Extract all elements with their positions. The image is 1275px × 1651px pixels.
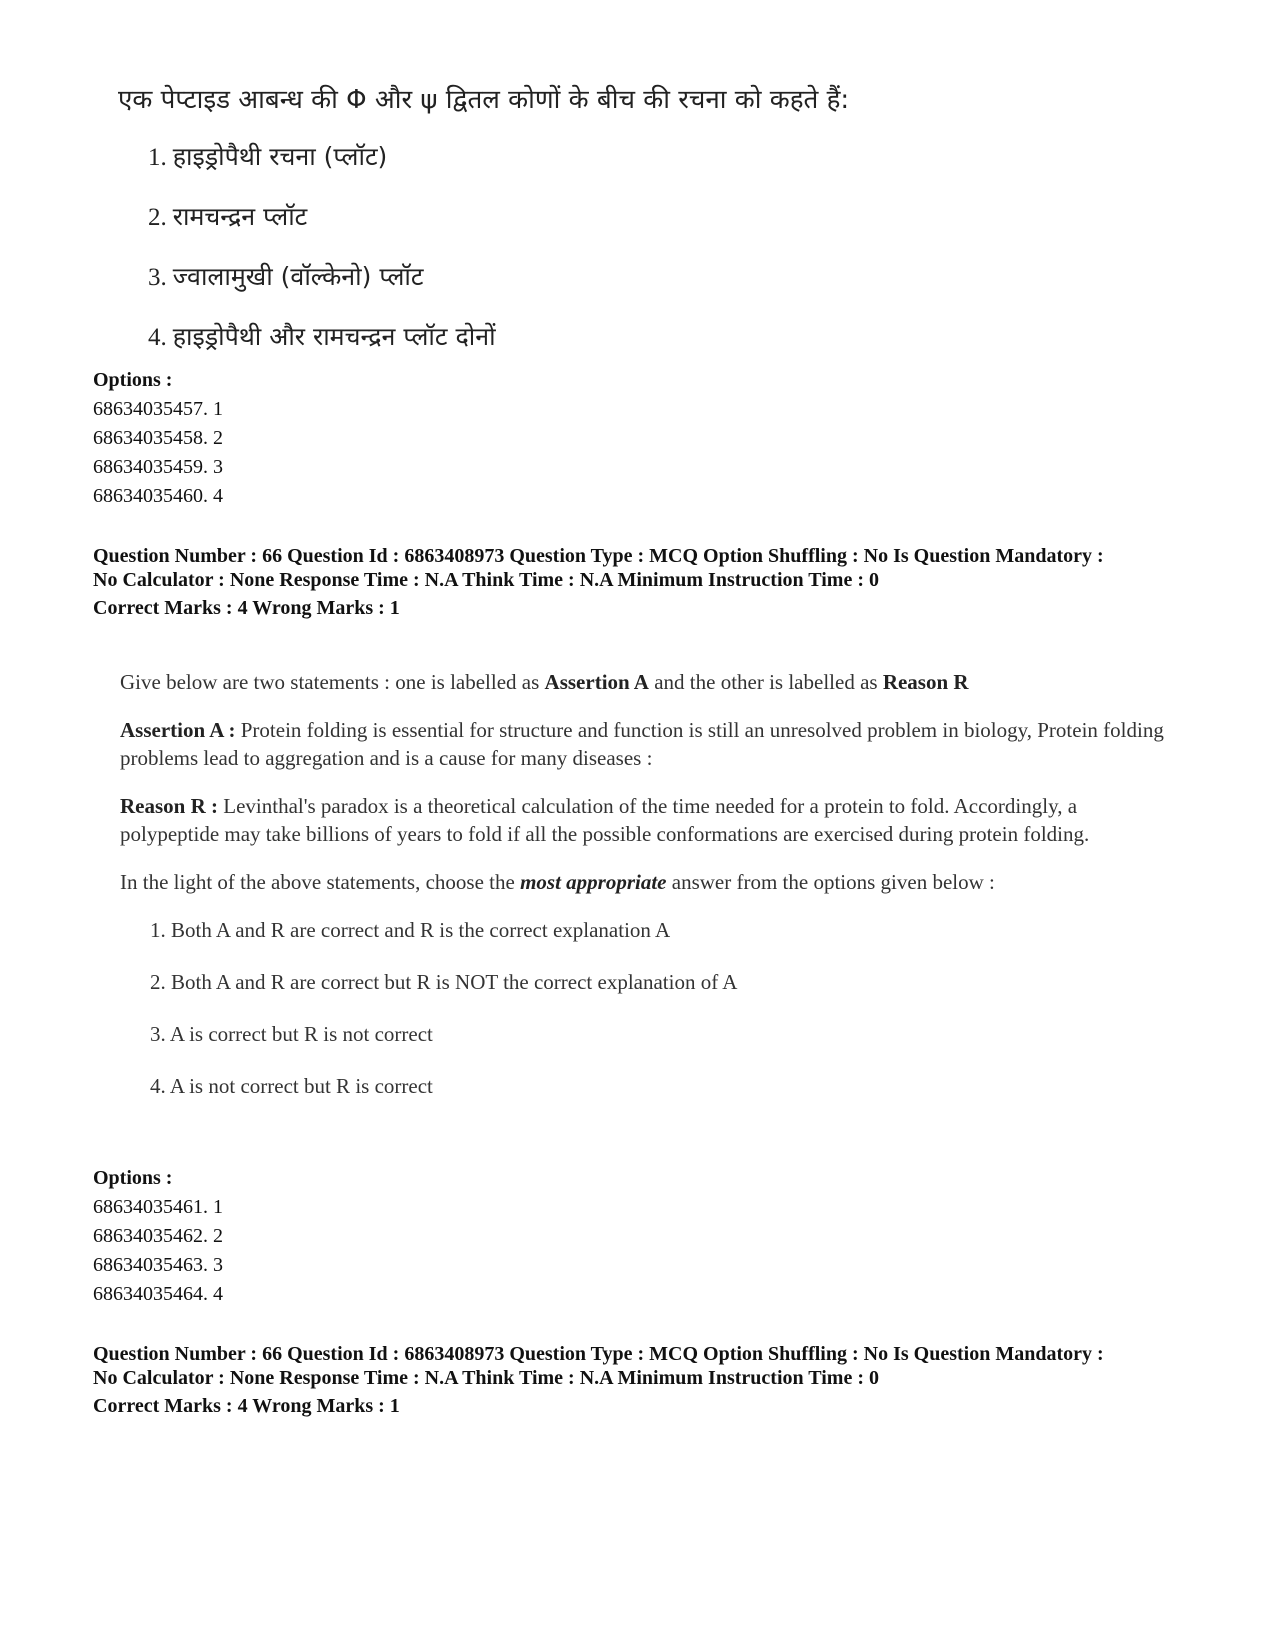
options-heading: Options : bbox=[93, 1167, 173, 1189]
intro-text: Give below are two statements : one is labelled as bbox=[120, 670, 545, 694]
meta-line: No Calculator : None Response Time : N.A Think Time : N.A Minimum Instruction Time : 0 bbox=[93, 1367, 879, 1389]
options-heading: Options : bbox=[93, 369, 173, 391]
meta-line: No Calculator : None Response Time : N.A Think Time : N.A Minimum Instruction Time : 0 bbox=[93, 569, 879, 591]
meta-line: Question Number : 66 Question Id : 6863408973 Question Type : MCQ Option Shuffling : No Is Question Mandatory : bbox=[93, 1343, 1104, 1365]
question-prompt bbox=[120, 868, 1170, 896]
option-id: 68634035460. 4 bbox=[93, 485, 223, 507]
option-id: 68634035459. 3 bbox=[93, 456, 223, 478]
question-choice-3: 3. A is correct but R is not correct bbox=[150, 1022, 433, 1046]
option-id: 68634035463. 3 bbox=[93, 1254, 223, 1276]
choice-text: हाइड्रोपैथी और रामचन्द्रन प्लॉट दोनों bbox=[172, 322, 496, 351]
assertion-term: Assertion A bbox=[544, 670, 649, 694]
prompt-emphasis: most appropriate bbox=[520, 870, 667, 894]
choice-text: ज्वालामुखी (वॉल्केनो) प्लॉट bbox=[172, 262, 424, 291]
question-intro bbox=[120, 668, 1170, 696]
option-id: 68634035462. 2 bbox=[93, 1225, 223, 1247]
marks-line: Correct Marks : 4 Wrong Marks : 1 bbox=[93, 1395, 400, 1417]
prompt-text: In the light of the above statements, choose the bbox=[120, 870, 521, 894]
marks-line: Correct Marks : 4 Wrong Marks : 1 bbox=[93, 597, 400, 619]
assertion-text: Protein folding is essential for structure and function is still an unresolved problem in biology, Protein folding problems lead to aggregation and is a cause for many diseases : bbox=[120, 718, 1164, 770]
question-66-meta-repeat bbox=[93, 1342, 1183, 1418]
choice-text: हाइड्रोपैथी रचना (प्लॉट) bbox=[172, 142, 388, 171]
question-choice-1 bbox=[148, 140, 1018, 175]
prompt-text: answer from the options given below : bbox=[666, 870, 995, 894]
question-66-image bbox=[120, 668, 1170, 1124]
assertion-statement bbox=[120, 716, 1170, 772]
reason-label: Reason R : bbox=[120, 794, 218, 818]
options-list-65 bbox=[93, 366, 223, 511]
choice-number: 2. bbox=[148, 204, 167, 231]
question-choice-4 bbox=[148, 320, 1018, 355]
reason-term: Reason R bbox=[882, 670, 969, 694]
choice-text: रामचन्द्रन प्लॉट bbox=[172, 202, 308, 231]
option-id: 68634035458. 2 bbox=[93, 427, 223, 449]
choice-number: 4. bbox=[148, 324, 167, 351]
question-choice-3 bbox=[148, 260, 1018, 295]
choice-number: 1. bbox=[148, 144, 167, 171]
question-choice-2: 2. Both A and R are correct but R is NOT the correct explanation of A bbox=[150, 970, 738, 994]
intro-text: and the other is labelled as bbox=[648, 670, 883, 694]
question-65-image bbox=[118, 82, 1018, 380]
question-stem: एक पेप्टाइड आबन्ध की Φ और ψ द्वितल कोणों के बीच की रचना को कहते हैं: bbox=[118, 85, 850, 115]
option-id: 68634035464. 4 bbox=[93, 1283, 223, 1305]
question-choice-2 bbox=[148, 200, 1018, 235]
reason-statement bbox=[120, 792, 1170, 848]
question-66-meta bbox=[93, 544, 1183, 620]
choice-number: 3. bbox=[148, 264, 167, 291]
reason-text: Levinthal's paradox is a theoretical calculation of the time needed for a protein to fold. Accordingly, a polypeptide may take billions of years to fold if all the possible conformations are exercised during protein folding. bbox=[120, 794, 1090, 846]
question-choice-4: 4. A is not correct but R is correct bbox=[150, 1074, 433, 1098]
meta-line: Question Number : 66 Question Id : 6863408973 Question Type : MCQ Option Shuffling : No Is Question Mandatory : bbox=[93, 545, 1104, 567]
assertion-label: Assertion A : bbox=[120, 718, 236, 742]
option-id: 68634035457. 1 bbox=[93, 398, 223, 420]
question-choice-1: 1. Both A and R are correct and R is the correct explanation A bbox=[150, 918, 671, 942]
option-id: 68634035461. 1 bbox=[93, 1196, 223, 1218]
options-list-66 bbox=[93, 1164, 223, 1309]
